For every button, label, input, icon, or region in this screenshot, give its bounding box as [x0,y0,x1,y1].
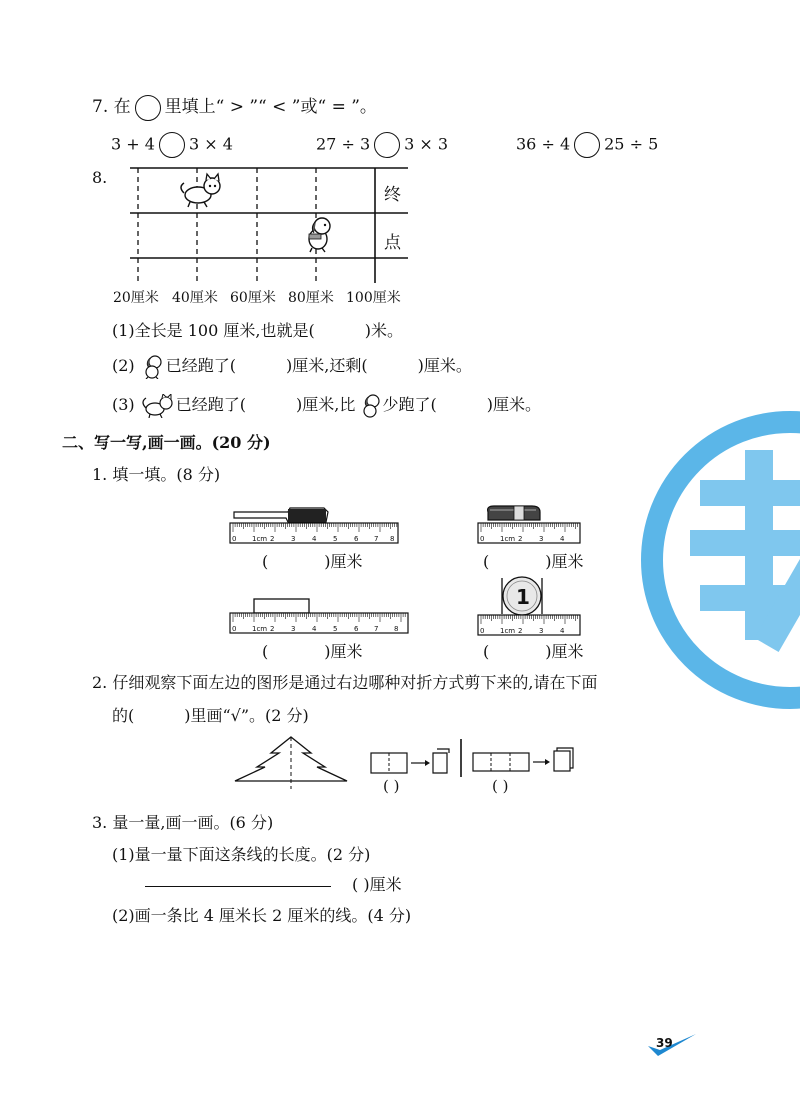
rectangle-shape [254,599,309,613]
svg-text:4: 4 [312,625,317,633]
svg-text:2: 2 [518,535,523,543]
svg-text:4: 4 [560,627,565,635]
s2-q3-title: 3. 量一量,画一画。(6 分) [92,813,274,832]
svg-text:8: 8 [394,625,399,633]
cat-icon [181,174,220,207]
answer-knife[interactable]: ( )厘米 [262,552,363,571]
svg-text:1cm: 1cm [252,535,268,543]
ruler-with-rectangle [228,596,410,636]
answer-fold-1[interactable]: ( ) [383,777,400,795]
race-track-diagram [110,165,420,295]
s2-q2-line1: 2. 仔细观察下面左边的图形是通过右边哪种对折方式剪下来的,请在下面 [92,673,598,692]
svg-text:3: 3 [539,627,544,635]
tree-shape [235,737,347,789]
svg-text:6: 6 [354,625,359,633]
svg-text:5: 5 [333,625,338,633]
svg-text:5: 5 [333,535,338,543]
coin-icon [503,577,541,615]
q7-title: 7. 在 里填上“ > ”“ < ”或“ = ”。 [92,92,377,121]
measure-line [145,886,331,887]
s2-q2-line2: 的( )里画“√”。(2 分) [112,706,309,725]
knife-icon [234,508,328,522]
svg-text:1cm: 1cm [500,535,516,543]
watermark-stamp [640,410,800,710]
q7-item-1: 3 + 4 3 × 4 [111,132,233,158]
svg-text:3: 3 [539,535,544,543]
answer-rectangle[interactable]: ( )厘米 [262,642,363,661]
s2-q3-sub1: (1)量一量下面这条线的长度。(2 分) [112,845,371,864]
q8-sub2: (2) 已经跑了( )厘米,还剩( )厘米。 [112,353,472,379]
fold-option-1 [371,749,449,773]
dog-icon [140,355,166,379]
svg-text:0: 0 [232,535,237,543]
svg-text:2: 2 [270,625,275,633]
scale-label-80: 80厘米 [288,290,334,306]
svg-text:2: 2 [270,535,275,543]
svg-text:0: 0 [480,627,485,635]
dog-icon [360,394,382,418]
ruler-with-coin [476,572,582,636]
svg-text:3: 3 [291,625,296,633]
fold-diagram [233,733,577,797]
svg-text:7: 7 [374,625,379,633]
svg-text:8: 8 [390,535,395,543]
s2-q1-title: 1. 填一填。(8 分) [92,465,221,484]
compare-circle-icon [135,95,161,121]
q7-item-3: 36 ÷ 4 25 ÷ 5 [516,132,658,158]
scale-label-100: 100厘米 [346,290,401,306]
answer-coin[interactable]: ( )厘米 [483,642,584,661]
q8-number: 8. [92,168,108,187]
answer-circle[interactable] [374,132,400,158]
svg-text:4: 4 [560,535,565,543]
answer-fold-2[interactable]: ( ) [492,777,509,795]
svg-text:6: 6 [354,535,359,543]
scale-label-20: 20厘米 [113,290,159,306]
answer-eraser[interactable]: ( )厘米 [483,552,584,571]
svg-text:7: 7 [374,535,379,543]
svg-text:4: 4 [312,535,317,543]
dog-icon [309,218,330,252]
fold-option-2 [473,748,573,771]
ruler-with-eraser [476,500,582,548]
answer-circle[interactable] [574,132,600,158]
q8-sub3: (3) 已经跑了( )厘米,比 少跑了( )厘米。 [112,392,541,418]
ruler-with-knife [228,500,400,548]
finish-label-2: 点 [384,233,401,253]
section-2-title: 二、写一写,画一画。(20 分) [62,433,271,452]
svg-text:3: 3 [291,535,296,543]
scale-label-60: 60厘米 [230,290,276,306]
svg-text:0: 0 [480,535,485,543]
page-number: 39 [656,1036,673,1050]
q8-sub1: (1)全长是 100 厘米,也就是( )米。 [112,321,403,340]
svg-text:0: 0 [232,625,237,633]
answer-circle[interactable] [159,132,185,158]
cat-icon [140,394,176,418]
svg-text:1cm: 1cm [252,625,268,633]
svg-text:1cm: 1cm [500,627,516,635]
s2-q3-sub2: (2)画一条比 4 厘米长 2 厘米的线。(4 分) [112,906,412,925]
answer-line-length[interactable]: ( )厘米 [352,875,402,894]
q7-item-2: 27 ÷ 3 3 × 3 [316,132,448,158]
svg-text:2: 2 [518,627,523,635]
scale-label-40: 40厘米 [172,290,218,306]
svg-text:1: 1 [516,585,530,609]
finish-label-1: 终 [384,185,401,205]
eraser-icon [488,506,540,520]
